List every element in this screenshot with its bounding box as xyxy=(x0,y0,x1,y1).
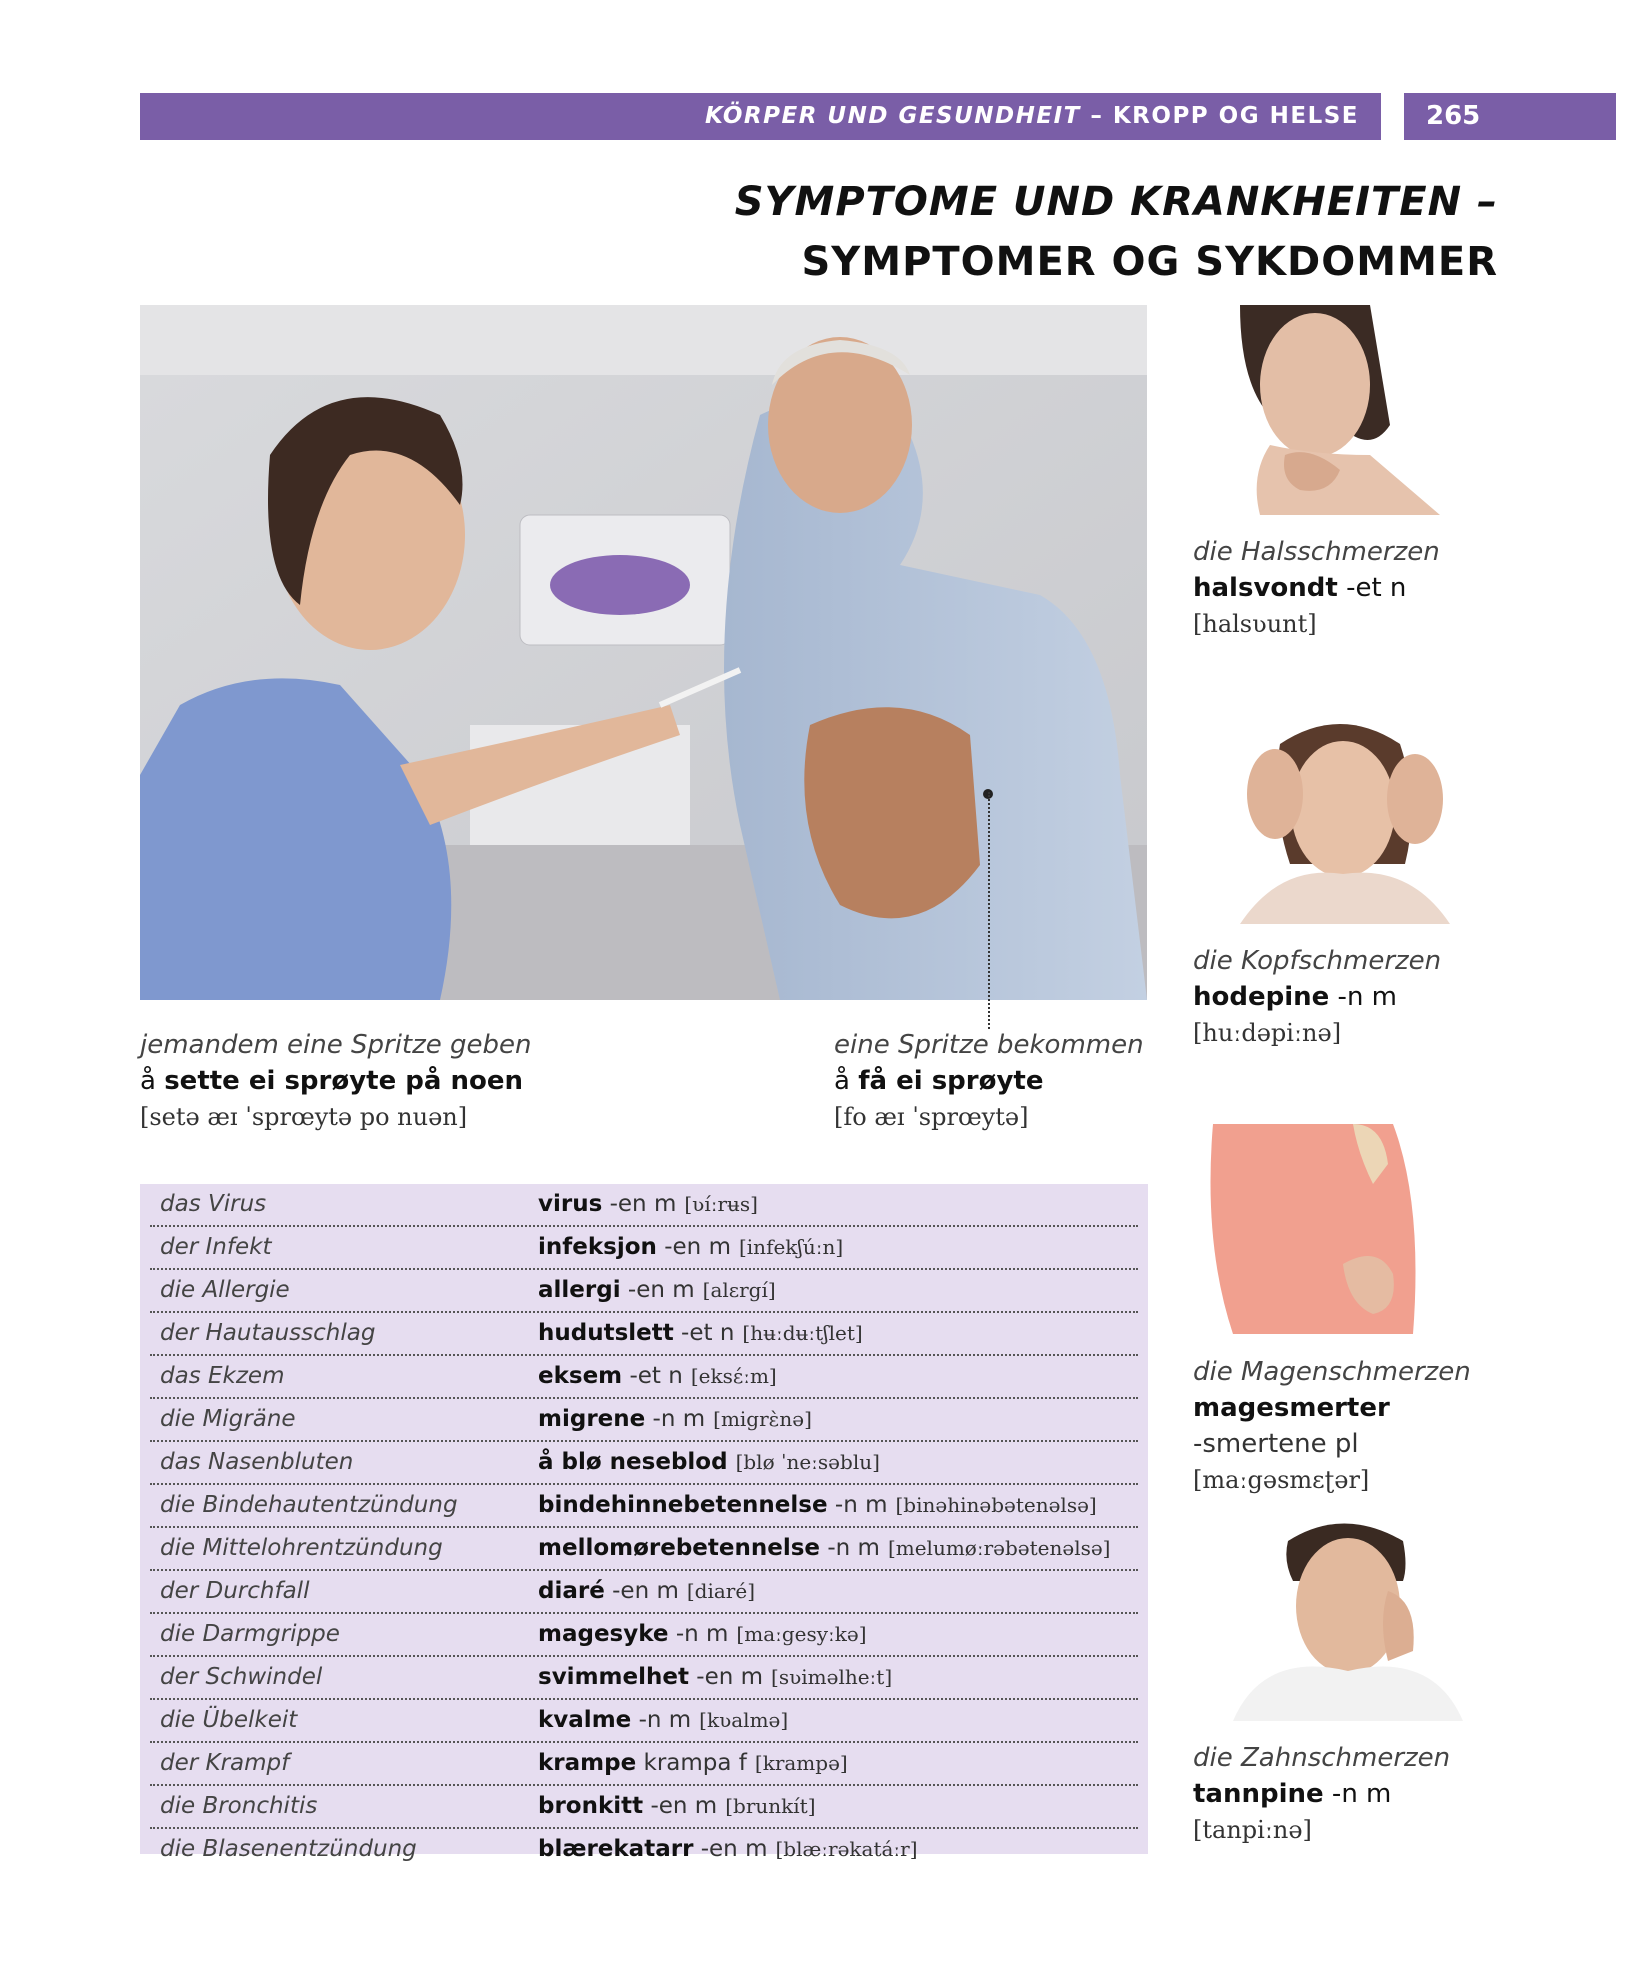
page-title xyxy=(600,172,1498,292)
side-caption-no-term: magesmerter xyxy=(1193,1393,1390,1423)
vocab-de: das Virus xyxy=(160,1191,267,1217)
vocab-grammar: -n m xyxy=(827,1492,888,1518)
caption-no-prefix: å xyxy=(834,1066,859,1096)
vocab-ipa: [kʋalmə] xyxy=(699,1708,789,1732)
vocab-table xyxy=(140,1184,1148,1862)
vocab-term: infeksjon xyxy=(538,1234,657,1260)
vocab-no xyxy=(538,1836,918,1862)
vocab-row xyxy=(150,1572,1138,1614)
vocab-term: blærekatarr xyxy=(538,1836,694,1862)
vocab-no xyxy=(538,1793,816,1819)
vocab-ipa: [ʋíːrʉs] xyxy=(684,1192,758,1216)
vocab-de: der Hautausschlag xyxy=(160,1320,376,1346)
photo-stomach-ache xyxy=(1193,1124,1433,1334)
vocab-grammar: -et n xyxy=(673,1320,735,1346)
caption-de: jemandem eine Spritze geben xyxy=(140,1030,532,1060)
vocab-no xyxy=(538,1234,843,1260)
vocab-ipa: [brunkít] xyxy=(725,1794,816,1818)
vocab-ipa: [blæːrəkatáːr] xyxy=(775,1837,918,1861)
vocab-grammar: -n m xyxy=(668,1621,729,1647)
section-title-sep: – xyxy=(1080,103,1113,129)
section-header xyxy=(140,93,1381,140)
caption-ipa: [setə æɪ ˈsprœytə po nuən] xyxy=(140,1103,468,1131)
section-title-no: KROPP OG HELSE xyxy=(1112,103,1359,129)
side-caption-de: die Halsschmerzen xyxy=(1193,537,1440,567)
vocab-row xyxy=(150,1486,1138,1528)
side-caption-no xyxy=(1193,979,1441,1015)
vocab-row xyxy=(150,1271,1138,1313)
caption-no xyxy=(140,1063,532,1099)
vocab-no xyxy=(538,1277,776,1303)
side-caption-grammar: -smertene pl xyxy=(1193,1429,1359,1459)
vocab-de: die Migräne xyxy=(160,1406,296,1432)
vocab-ipa: [maːgesyːkə] xyxy=(736,1622,867,1646)
vocab-de: der Krampf xyxy=(160,1750,290,1776)
vocab-no xyxy=(538,1191,758,1217)
vocab-term: bronkitt xyxy=(538,1793,644,1819)
vocab-grammar: -n m xyxy=(645,1406,706,1432)
side-caption-sore-throat xyxy=(1193,534,1440,642)
vocab-grammar: -en m xyxy=(602,1191,677,1217)
vocab-term: virus xyxy=(538,1191,603,1217)
vocab-row xyxy=(150,1443,1138,1485)
vocab-no xyxy=(538,1535,1111,1561)
side-caption-no-term: tannpine xyxy=(1193,1779,1324,1809)
vocab-term: eksem xyxy=(538,1363,623,1389)
vocab-ipa: [alɛrgí] xyxy=(702,1278,776,1302)
vocab-no xyxy=(538,1406,812,1432)
vocab-row xyxy=(150,1658,1138,1700)
vocab-ipa: [diaré] xyxy=(686,1579,755,1603)
vocab-de: die Darmgrippe xyxy=(160,1621,340,1647)
caption-ipa: [fo æɪ ˈsprœytə] xyxy=(834,1103,1029,1131)
vocab-grammar: -en m xyxy=(656,1234,731,1260)
side-caption-grammar: -n m xyxy=(1323,1779,1392,1809)
vocab-row xyxy=(150,1615,1138,1657)
vocab-row xyxy=(150,1400,1138,1442)
vocab-row xyxy=(150,1314,1138,1356)
vocab-term: bindehinnebetennelse xyxy=(538,1492,828,1518)
vocab-term: hudutslett xyxy=(538,1320,674,1346)
vocab-term: migrene xyxy=(538,1406,646,1432)
side-caption-toothache xyxy=(1193,1740,1450,1848)
side-caption-no xyxy=(1193,1776,1450,1812)
vocab-row xyxy=(150,1701,1138,1743)
caption-no-term: sette ei sprøyte på noen xyxy=(164,1066,524,1096)
vocab-row xyxy=(150,1744,1138,1786)
vocab-term: kvalme xyxy=(538,1707,632,1733)
vocab-de: die Blasenentzündung xyxy=(160,1836,417,1862)
vocab-de: die Bindehautentzündung xyxy=(160,1492,458,1518)
vocab-grammar: -n m xyxy=(631,1707,692,1733)
vocab-no xyxy=(538,1363,777,1389)
vocab-de: die Bronchitis xyxy=(160,1793,318,1819)
caption-no-prefix: å xyxy=(140,1066,165,1096)
side-caption-ipa: [huːdəpiːnə] xyxy=(1193,1019,1342,1047)
vocab-term: mellomørebetennelse xyxy=(538,1535,821,1561)
vocab-term: allergi xyxy=(538,1277,621,1303)
vocab-de: die Allergie xyxy=(160,1277,290,1303)
side-caption-de: die Zahnschmerzen xyxy=(1193,1743,1451,1773)
vocab-term: å blø neseblod xyxy=(538,1449,728,1475)
section-title-de: KÖRPER UND GESUNDHEIT xyxy=(705,103,1081,129)
vocab-grammar: -n m xyxy=(820,1535,880,1561)
vocab-no xyxy=(538,1707,788,1733)
vocab-no xyxy=(538,1449,880,1475)
side-caption-stomach-ache xyxy=(1193,1354,1471,1498)
side-caption-ipa: [tanpiːnə] xyxy=(1193,1816,1312,1844)
vocab-grammar: -en m xyxy=(604,1578,679,1604)
side-caption-no xyxy=(1193,570,1440,606)
vocab-no xyxy=(538,1578,755,1604)
vocab-no xyxy=(538,1664,892,1690)
vocab-de: die Übelkeit xyxy=(160,1707,298,1733)
vocab-de: die Mittelohrentzündung xyxy=(160,1535,443,1561)
vocab-grammar: -et n xyxy=(622,1363,683,1389)
vocab-de: das Ekzem xyxy=(160,1363,285,1389)
vocab-row xyxy=(150,1787,1138,1829)
vocab-ipa: [hʉːdʉːtʃlet] xyxy=(742,1321,863,1345)
caption-give-injection xyxy=(140,1027,532,1135)
vocab-term: svimmelhet xyxy=(538,1664,689,1690)
photo-headache xyxy=(1200,714,1500,924)
vocab-de: der Infekt xyxy=(160,1234,272,1260)
vocab-ipa: [blø ˈneːsəblu] xyxy=(735,1450,880,1474)
caption-no xyxy=(834,1063,1144,1099)
vocab-ipa: [melumøːrəbətenəlsə] xyxy=(887,1536,1111,1560)
vocab-no xyxy=(538,1621,867,1647)
caption-de: eine Spritze bekommen xyxy=(834,1030,1144,1060)
vocab-row xyxy=(150,1228,1138,1270)
caption-no-term: få ei sprøyte xyxy=(858,1066,1044,1096)
vocab-term: magesyke xyxy=(538,1621,669,1647)
photo-toothache xyxy=(1203,1521,1483,1721)
vocab-row xyxy=(150,1830,1138,1870)
vocab-ipa: [krampə] xyxy=(754,1751,848,1775)
vocab-row xyxy=(150,1185,1138,1227)
side-caption-headache xyxy=(1193,943,1441,1051)
vocab-grammar: -en m xyxy=(643,1793,718,1819)
side-caption-no-term: hodepine xyxy=(1193,982,1330,1012)
photo-sore-throat xyxy=(1200,305,1460,515)
side-caption-grammar: -n m xyxy=(1329,982,1398,1012)
vocab-grammar: -en m xyxy=(693,1836,768,1862)
vocab-grammar: -en m xyxy=(620,1277,695,1303)
vocab-term: krampe xyxy=(538,1750,637,1776)
vocab-ipa: [binəhinəbətenəlsə] xyxy=(895,1493,1097,1517)
vocab-row xyxy=(150,1357,1138,1399)
vocab-de: der Durchfall xyxy=(160,1578,310,1604)
vocab-grammar: -en m xyxy=(688,1664,764,1690)
caption-get-injection xyxy=(834,1027,1144,1135)
vocab-de: das Nasenbluten xyxy=(160,1449,354,1475)
vocab-no xyxy=(538,1750,848,1776)
vocab-ipa: [sʋiməlheːt] xyxy=(771,1665,893,1689)
vocab-ipa: [infekʃúːn] xyxy=(738,1235,844,1259)
vocab-de: der Schwindel xyxy=(160,1664,323,1690)
side-caption-ipa: [maːgəsmɛʈər] xyxy=(1193,1466,1370,1494)
side-caption-de: die Kopfschmerzen xyxy=(1193,946,1442,976)
page-title-de: SYMPTOME UND KRANKHEITEN – xyxy=(734,179,1498,225)
vocab-no xyxy=(538,1320,863,1346)
side-caption-no xyxy=(1193,1390,1471,1426)
side-caption-de: die Magenschmerzen xyxy=(1193,1357,1471,1387)
vocab-row xyxy=(150,1529,1138,1571)
vocab-ipa: [eksέːm] xyxy=(690,1364,777,1388)
side-caption-no-term: halsvondt xyxy=(1193,573,1338,603)
vocab-grammar: krampa f xyxy=(636,1750,747,1776)
vocab-term: diaré xyxy=(538,1578,605,1604)
vocab-no xyxy=(538,1492,1097,1518)
pointer-leader-line xyxy=(988,792,990,1029)
main-photo-injection xyxy=(140,305,1147,1000)
side-caption-grammar: -et n xyxy=(1337,573,1407,603)
side-caption-ipa: [halsʋunt] xyxy=(1193,610,1317,638)
page-number: 265 xyxy=(1404,93,1616,140)
vocab-ipa: [migrὲnə] xyxy=(713,1407,812,1431)
page-title-no: SYMPTOMER OG SYKDOMMER xyxy=(801,239,1498,285)
